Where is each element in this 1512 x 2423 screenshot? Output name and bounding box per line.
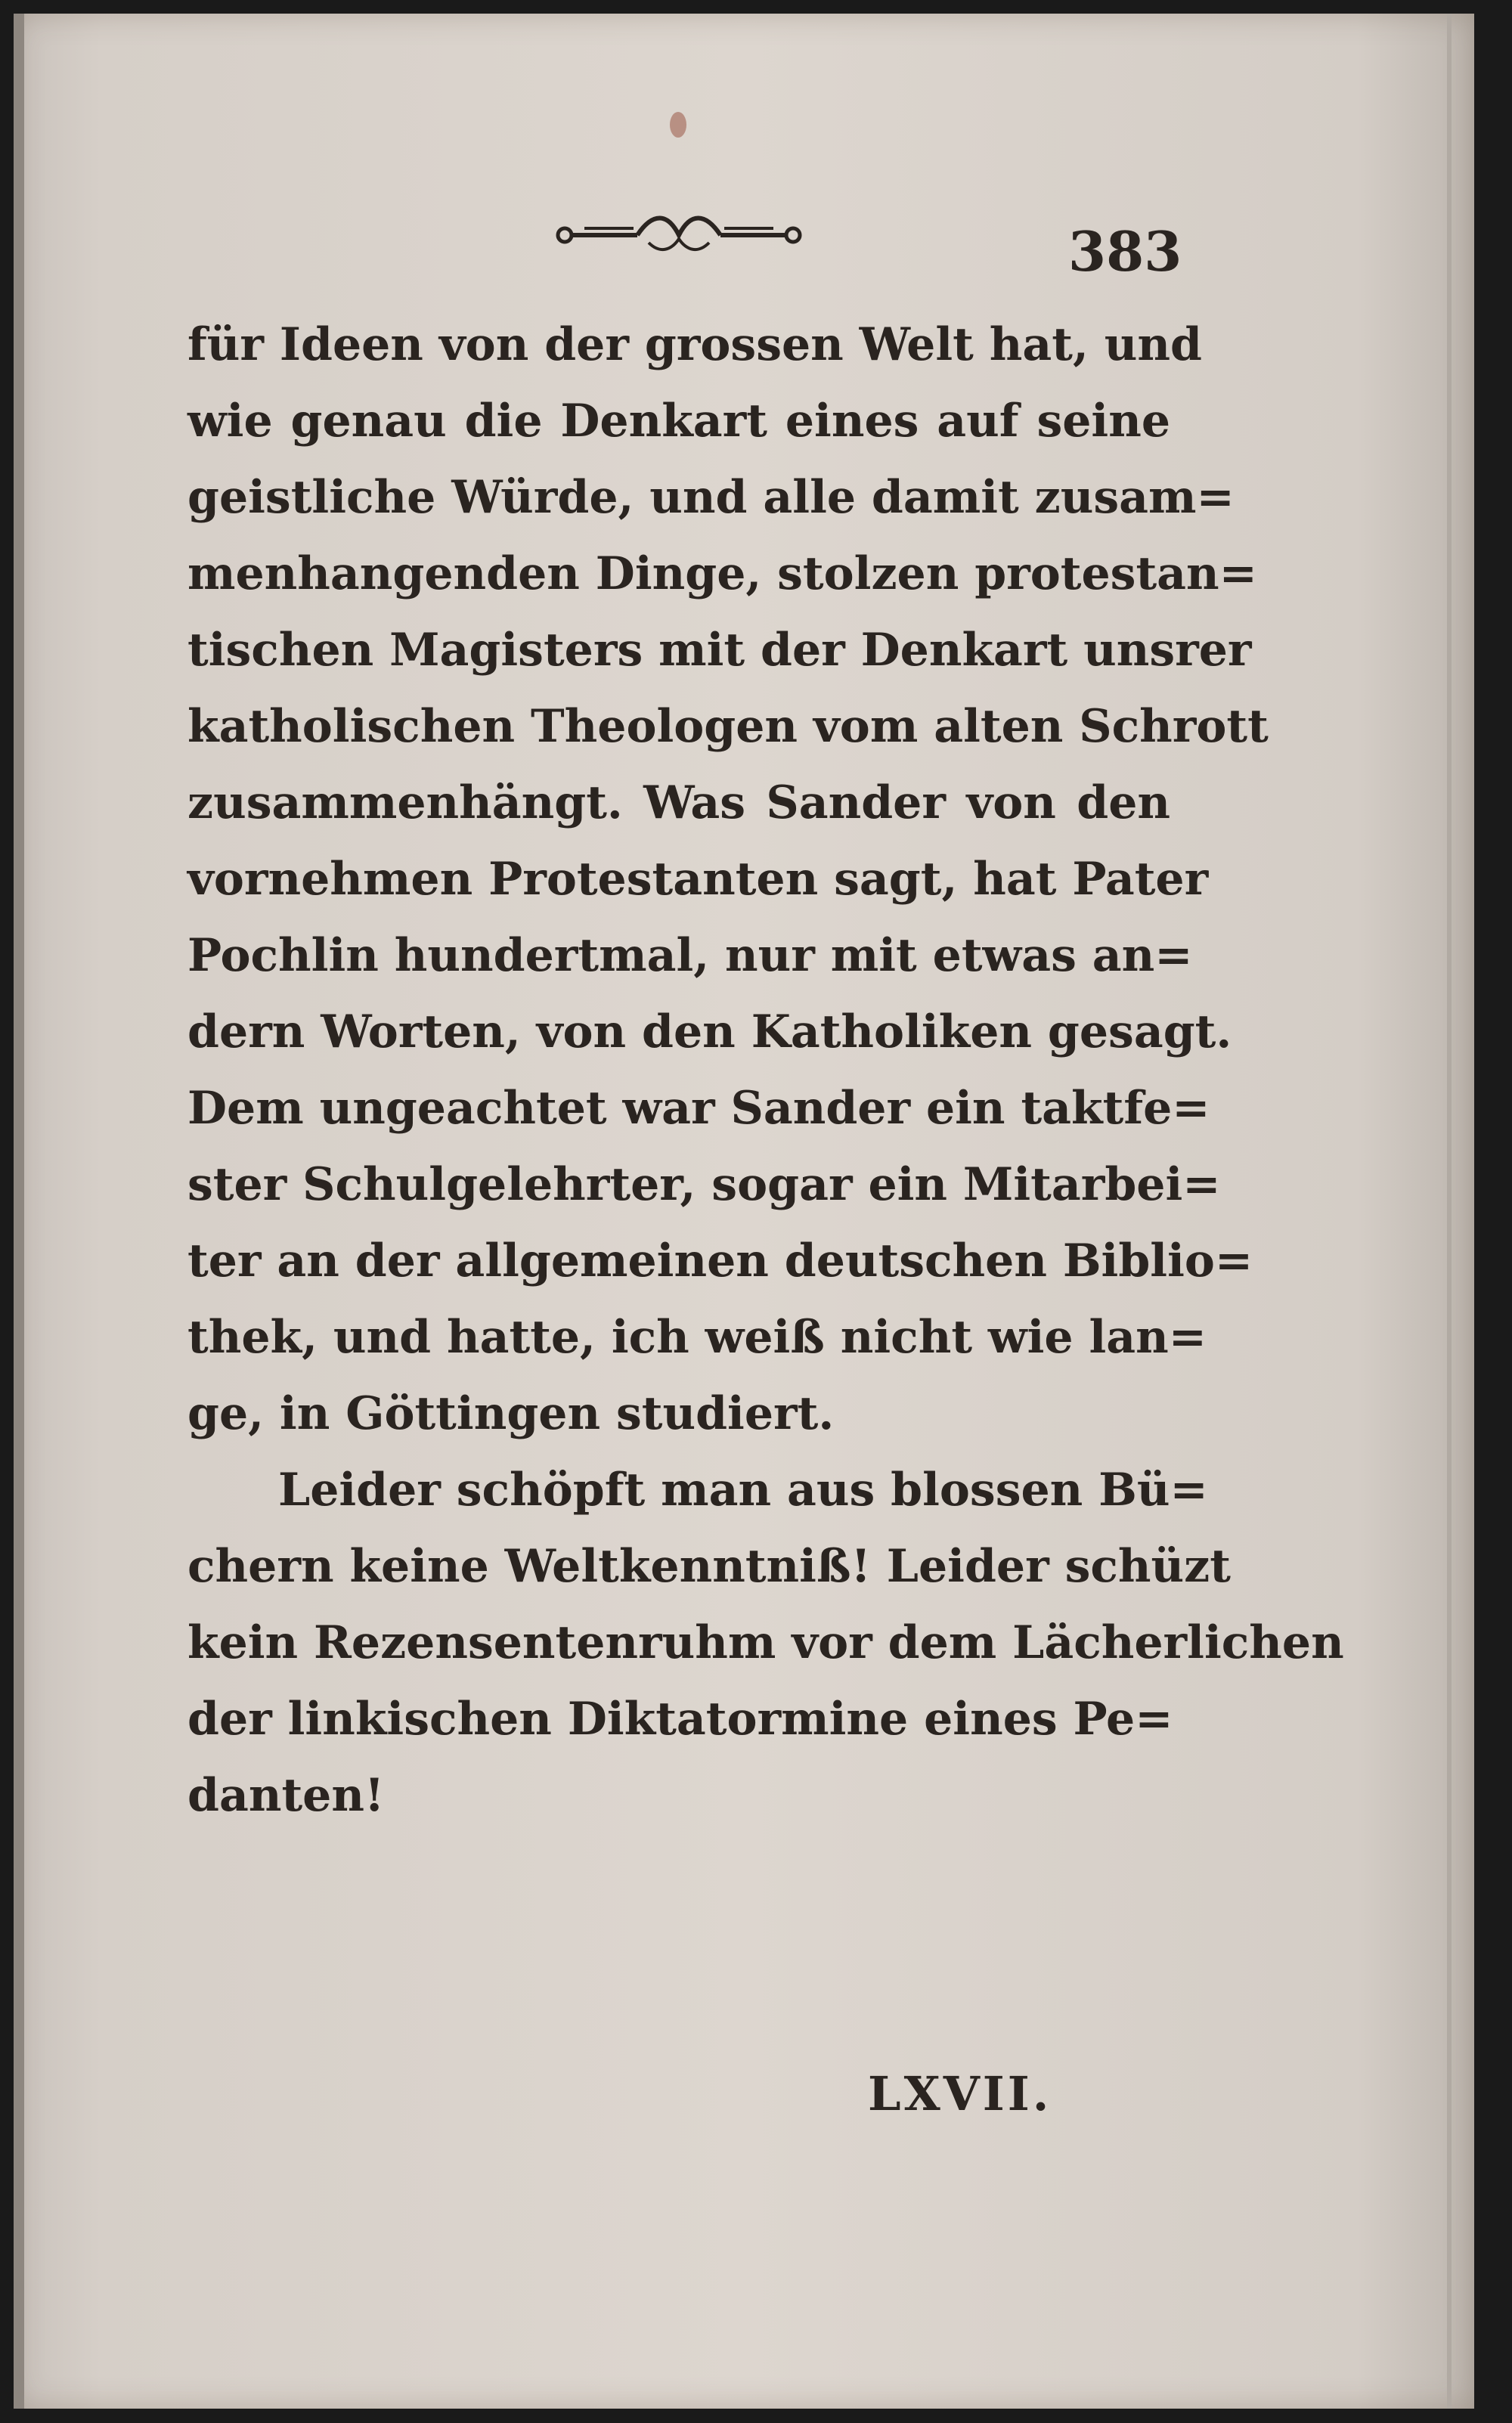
- text-line: wie genau die Denkart eines auf seine: [187, 395, 1170, 448]
- text-line: menhangenden Dinge, stolzen protestan=: [187, 547, 1257, 600]
- text-line: tischen Magisters mit der Denkart unsrer: [187, 624, 1252, 677]
- page-paper: [14, 14, 1474, 2409]
- text-line: für Ideen von der grossen Welt hat, und: [187, 318, 1202, 371]
- text-line: ge, in Göttingen studiert.: [187, 1387, 835, 1440]
- text-line: der linkischen Diktatormine eines Pe=: [187, 1693, 1173, 1746]
- text-line: Pochlin hundertmal, nur mit etwas an=: [187, 929, 1193, 982]
- page-number: 383: [1068, 219, 1182, 284]
- text-line: Dem ungeachtet war Sander ein taktfe=: [187, 1082, 1210, 1135]
- header-ornament-icon: [554, 209, 804, 262]
- text-line: Leider schöpft man aus blossen Bü=: [278, 1464, 1208, 1517]
- section-number: LXVII.: [868, 2066, 1052, 2121]
- text-line: kein Rezensentenruhm vor dem Lächerlichen: [187, 1616, 1344, 1669]
- page-gutter-edge: [14, 14, 24, 2409]
- text-line: thek, und hatte, ich weiß nicht wie lan=: [187, 1311, 1207, 1364]
- text-line: zusammenhängt. Was Sander von den: [187, 776, 1170, 829]
- text-line: ter an der allgemeinen deutschen Biblio=: [187, 1235, 1253, 1287]
- text-line: geistliche Würde, und alle damit zusam=: [187, 471, 1235, 524]
- text-line: danten!: [187, 1769, 385, 1822]
- text-line: dern Worten, von den Katholiken gesagt.: [187, 1005, 1232, 1058]
- body-text: [187, 307, 1344, 1834]
- page-outer-edge: [1447, 14, 1452, 2409]
- ink-stain: [670, 112, 686, 138]
- text-line: ster Schulgelehrter, sogar ein Mitarbei=: [187, 1158, 1221, 1211]
- text-line: vornehmen Protestanten sagt, hat Pater: [187, 853, 1209, 906]
- text-line: chern keine Weltkenntniß! Leider schüzt: [187, 1540, 1231, 1593]
- text-line: katholischen Theologen vom alten Schrott: [187, 700, 1269, 753]
